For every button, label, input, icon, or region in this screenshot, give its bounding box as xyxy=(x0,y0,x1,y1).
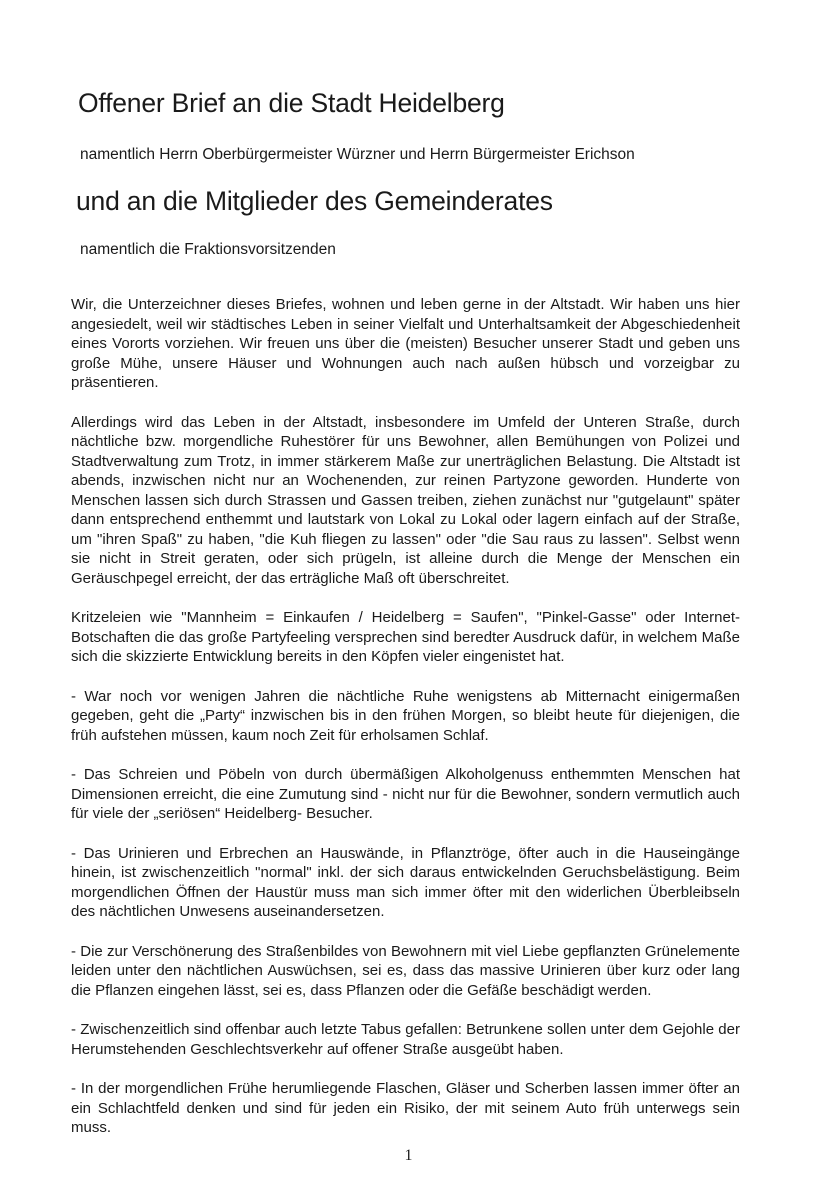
paragraph-point-shouting: - Das Schreien und Pöbeln von durch übermäßigen Alkoholgenuss enthemmten Menschen hat Dimensionen erreicht, die eine Zumutung sind - nicht nur für die Bewohner, sondern vermutlich auch für viele der „seriösen“ Heidelberg- Besucher. xyxy=(71,766,740,822)
paragraph-point-urinating: - Das Urinieren und Erbrechen an Hauswände, in Pflanztröge, öfter auch in die Hauseingänge hinein, ist zwischenzeitlich "normal" inkl. der sich daraus entwickelnden Geruchsbelästigung. Beim morgendlichen Öffnen der Haustür muss man sich immer öfter mit den widerlichen Überbleibseln des nächtlichen Unwesens auseinandersetzen. xyxy=(71,844,740,920)
paragraph-point-night-rest: - War noch vor wenigen Jahren die nächtliche Ruhe wenigstens ab Mitternacht einigermaßen gegeben, geht die „Party“ inzwischen bis in den frühen Morgen, so bleibt heute für diejenigen, die früh aufstehen müssen, kaum noch Zeit für erholsamen Schlaf. xyxy=(71,687,740,744)
paragraph-graffiti: Kritzeleien wie "Mannheim = Einkaufen / Heidelberg = Saufen", "Pinkel-Gasse" oder Internet-Botschaften die das große Partyfeeling versprechen sind beredter Ausdruck dafür, in welchem Maße sich die skizzierte Entwicklung bereits in den Köpfen vieler eingenistet hat. xyxy=(71,609,740,665)
paragraph-intro: Wir, die Unterzeichner dieses Briefes, wohnen und leben gerne in der Altstadt. Wir haben uns hier angesiedelt, weil wir städtisches Leben in seiner Vielfalt und Unterhaltsamkeit der Abgeschiedenheit eines Vororts vorziehen. Wir freuen uns über die (meisten) Besucher unserer Stadt und geben uns große Mühe, unsere Häuser und Wohnungen auch nach außen hübsch und vorzeigbar zu präsentieren. xyxy=(71,296,740,391)
paragraph-point-plants: - Die zur Verschönerung des Straßenbildes von Bewohnern mit viel Liebe gepflanzten Grünelemente leiden unter den nächtlichen Auswüchsen, sei es, dass das massive Urinieren über kurz oder lang die Pflanzen eingehen lässt, sei es, dass Pflanzen oder die Gefäße beschädigt werden. xyxy=(71,942,740,999)
page-number: 1 xyxy=(404,1147,413,1164)
letter-addressee: namentlich Herrn Oberbürgermeister Würzner und Herrn Bürgermeister Erichson xyxy=(80,146,635,163)
paragraph-point-taboos: - Zwischenzeitlich sind offenbar auch letzte Tabus gefallen: Betrunkene sollen unter dem Gejohle der Herumstehenden Geschlechtsverkehr auf offener Straße ausgeübt haben. xyxy=(71,1021,740,1058)
letter-title: Offener Brief an die Stadt Heidelberg xyxy=(78,88,505,118)
letter-addressee-secondary: namentlich die Fraktionsvorsitzenden xyxy=(80,241,336,258)
letter-body xyxy=(71,295,740,1158)
paragraph-point-glass: - In der morgendlichen Frühe herumliegende Flaschen, Gläser und Scherben lassen immer öfter an ein Schlachtfeld denken und sind für jeden ein Risiko, der mit seinem Auto früh unterwegs sein muss. xyxy=(71,1080,740,1136)
paragraph-problem: Allerdings wird das Leben in der Altstadt, insbesondere im Umfeld der Unteren Straße, durch nächtliche bzw. morgendliche Ruhestörer für uns Bewohner, allen Bemühungen von Polizei und Stadtverwaltung zum Trotz, in immer stärkerem Maße zur unerträglichen Belastung. Die Altstadt ist abends, inzwischen nicht nur an Wochenenden, zur reinen Partyzone geworden. Hunderte von Menschen lassen sich durch Strassen und Gassen treiben, ziehen zunächst nur "gutgelaunt" später dann entsprechend enthemmt und lautstark von Lokal zu Lokal oder lagern einfach auf der Straße, um "ihren Spaß" zu haben, "die Kuh fliegen zu lassen" oder "die Sau raus zu lassen". Selbst wenn sie nicht in Streit geraten, oder sich prügeln, ist alleine durch die Menge der Menschen ein Geräuschpegel erreicht, der das erträgliche Maß oft überschreitet. xyxy=(71,413,740,587)
letter-title-secondary: und an die Mitglieder des Gemeinderates xyxy=(76,186,553,216)
